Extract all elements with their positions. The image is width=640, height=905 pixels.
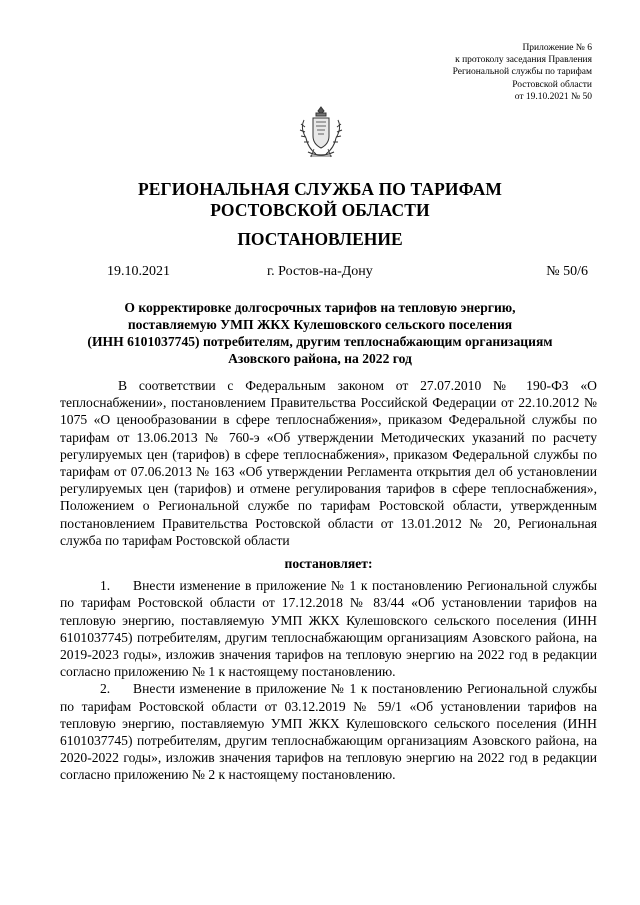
appendix-note xyxy=(453,42,592,103)
appendix-line: Приложение № 6 xyxy=(522,43,592,53)
document-number: № 50/6 xyxy=(546,264,588,279)
document-city: г. Ростов-на-Дону xyxy=(267,264,373,279)
subject-line: О корректировке долгосрочных тарифов на тепловую энергию, xyxy=(124,300,516,315)
item-text: Внести изменение в приложение № 1 к постановлению Региональной службы по тарифам Ростовской области от 03.12.2019 № 59/1 «Об установлении тарифов на тепловую энергию, поставляемую УМП ЖКХ Кулешовского сельского поселения (ИНН 6101037745) потребителям, другим теплоснабжающим организациям Азовского района, на 2020-2022 годы», изложив значения тарифов на тепловую энергию на 2022 год в редакции согласно приложению № 2 к настоящему постановлению. xyxy=(60,681,597,783)
org-line: РЕГИОНАЛЬНАЯ СЛУЖБА ПО ТАРИФАМ xyxy=(137,179,502,199)
resolution-item xyxy=(60,680,597,783)
org-line: РОСТОВСКОЙ ОБЛАСТИ xyxy=(210,200,430,220)
resolution-item xyxy=(60,577,597,680)
document-type: ПОСТАНОВЛЕНИЕ xyxy=(237,229,403,249)
preamble-paragraph: В соответствии с Федеральным законом от 27.07.2010 № 190-ФЗ «О теплоснабжении», постановлением Правительства Российской Федерации от 22.10.2012 № 1075 «О ценообразовании в сфере теплоснабжения», приказом Федеральной службы по тарифам от 13.06.2013 № 760-э «Об утверждении Методических указаний по расчету регулируемых цен (тарифов) в сфере теплоснабжения», приказом Федеральной службы по тарифам от 07.06.2013 № 163 «Об утверждении Регламента открытия дел об установлении регулируемых цен (тарифов) и отмене регулирования тарифов в сфере теплоснабжения», Положением о Региональной службе по тарифам Ростовской области, утвержденным постановлением Правительства Ростовской области от 13.01.2012 № 20, Региональная служба по тарифам Ростовской области xyxy=(60,378,597,548)
document-meta xyxy=(107,264,588,282)
appendix-line: от 19.10.2021 № 50 xyxy=(514,91,592,102)
resolve-heading: постановляет: xyxy=(284,556,373,572)
appendix-line: к протоколу заседания Правления xyxy=(455,55,592,66)
appendix-line: Ростовской области xyxy=(512,79,592,90)
item-number: 2. xyxy=(100,681,111,697)
item-number: 1. xyxy=(100,578,111,594)
organization-title xyxy=(0,179,640,221)
item-text: Внести изменение в приложение № 1 к постановлению Региональной службы по тарифам Ростовской области от 17.12.2018 № 83/44 «Об установлении тарифов на тепловую энергию, поставляемую УМП ЖКХ Кулешовского сельского поселения (ИНН 6101037745) потребителям, другим теплоснабжающим организациям Азовского района, на 2019-2023 годы», изложив значения тарифов на тепловую энергию на 2022 год в редакции согласно приложению № 1 к настоящему постановлению. xyxy=(60,578,597,680)
subject-line: поставляемую УМП ЖКХ Кулешовского сельского поселения xyxy=(127,317,513,332)
coat-of-arms-icon xyxy=(296,104,346,162)
subject-line: (ИНН 6101037745) потребителям, другим теплоснабжающим организациям xyxy=(87,334,553,349)
appendix-line: Региональной службы по тарифам xyxy=(452,67,592,78)
document-date: 19.10.2021 xyxy=(107,264,170,279)
subject-line: Азовского района, на 2022 год xyxy=(228,351,412,366)
document-body xyxy=(60,377,597,784)
document-subject xyxy=(60,299,580,367)
